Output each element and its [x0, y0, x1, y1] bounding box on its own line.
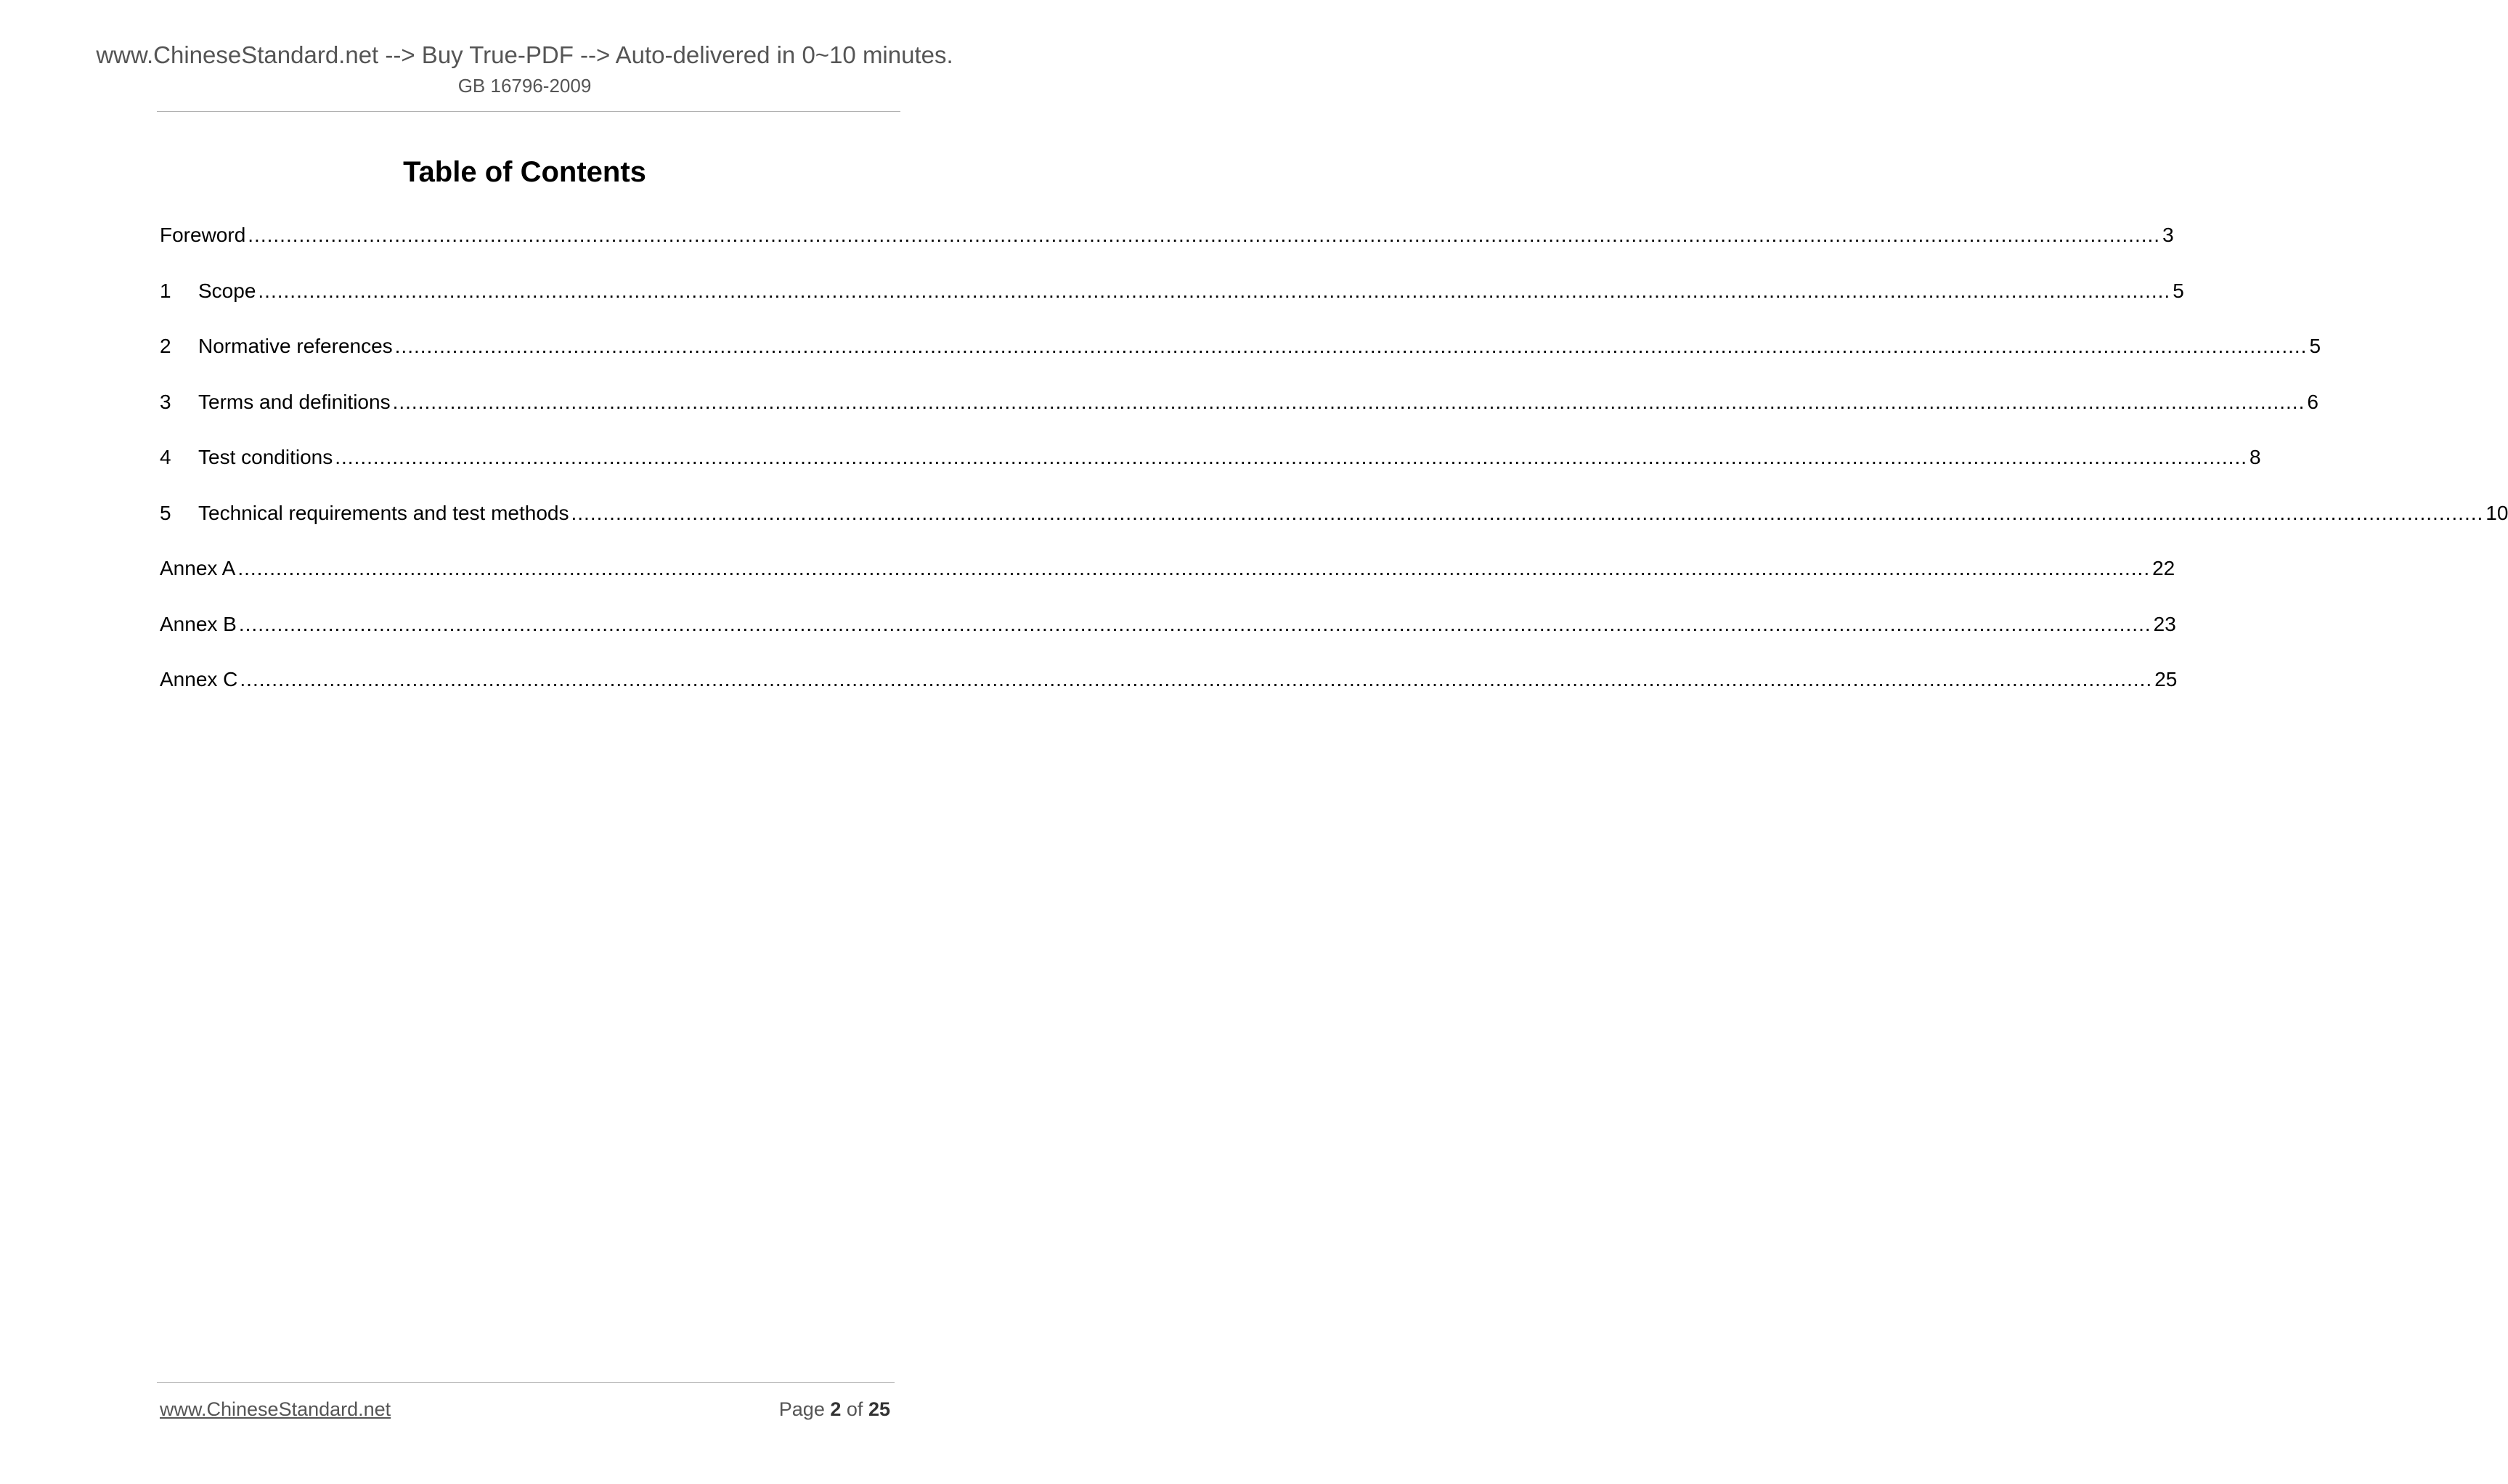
toc-entry-terms-and-definitions[interactable]: [160, 386, 2318, 442]
toc-entry-annex-c[interactable]: [160, 664, 2178, 719]
toc-entry-label: Terms and definitions: [198, 390, 391, 413]
toc-entry-page: 10: [2485, 501, 2508, 524]
toc-entry-label: Scope: [198, 279, 256, 302]
toc-entry-number: 2: [160, 335, 171, 357]
toc-entry-label: Annex A: [160, 557, 236, 579]
toc-leader-dots: ............................................................................................................................................................................................................................................................................................................: [237, 557, 2151, 579]
toc-entry-label: Normative references: [198, 335, 393, 357]
toc-entry-scope[interactable]: [160, 275, 2184, 331]
toc-entry-test-conditions[interactable]: [160, 441, 2261, 497]
toc-entry-page: 8: [2250, 446, 2261, 468]
toc-leader-dots: ............................................................................................................................................................................................................................................................................................................: [248, 224, 2161, 246]
toc-entry-label: Technical requirements and test methods: [198, 501, 569, 524]
current-page-number: 2: [830, 1398, 842, 1420]
toc-entry-label: Annex B: [160, 612, 237, 635]
toc-entry-normative-references[interactable]: [160, 330, 2321, 386]
toc-entry-page: 5: [2173, 279, 2184, 302]
total-pages-number: 25: [868, 1398, 890, 1420]
toc-leader-dots: ............................................................................................................................................................................................................................................................................................................: [335, 446, 2248, 468]
toc-entry-page: 25: [2154, 668, 2178, 690]
toc-leader-dots: ............................................................................................................................................................................................................................................................................................................: [238, 612, 2151, 635]
toc-entry-page: 6: [2307, 390, 2318, 413]
toc-entry-annex-b[interactable]: [160, 608, 2176, 664]
toc-entry-number: 3: [160, 390, 171, 413]
toc-entry-technical-requirements[interactable]: [160, 497, 2508, 553]
toc-leader-dots: ............................................................................................................................................................................................................................................................................................................: [392, 390, 2305, 413]
toc-entry-number: 1: [160, 279, 171, 302]
toc-entry-page: 23: [2153, 612, 2176, 635]
standard-code: GB 16796-2009: [457, 75, 592, 97]
toc-entry-number: 4: [160, 446, 171, 468]
toc-leader-dots: ............................................................................................................................................................................................................................................................................................................: [258, 279, 2171, 302]
toc-entry-page: 22: [2152, 557, 2175, 579]
footer-page-indicator: [779, 1397, 890, 1422]
toc-entry-annex-a[interactable]: [160, 553, 2175, 608]
page-prefix: Page: [778, 1398, 825, 1420]
toc-leader-dots: ............................................................................................................................................................................................................................................................................................................: [571, 501, 2484, 524]
toc-entry-number: 5: [160, 501, 171, 524]
toc-leader-dots: ............................................................................................................................................................................................................................................................................................................: [394, 335, 2308, 357]
toc-entry-label: Annex C: [160, 668, 238, 690]
toc-entry-label: Test conditions: [198, 446, 333, 468]
footer-site-link[interactable]: www.ChineseStandard.net: [160, 1398, 391, 1420]
footer-divider: [157, 1382, 895, 1383]
toc-list: [160, 219, 2508, 719]
toc-leader-dots: ............................................................................................................................................................................................................................................................................................................: [240, 668, 2153, 690]
page-title: Table of Contents: [403, 156, 646, 188]
header-divider: [157, 111, 900, 112]
header-banner: www.ChineseStandard.net --> Buy True-PDF --> Auto-delivered in 0~10 minutes.: [96, 41, 953, 68]
toc-entry-page: 5: [2309, 335, 2321, 357]
toc-entry-foreword[interactable]: [160, 219, 2174, 275]
toc-entry-label: Foreword: [160, 224, 246, 246]
page-of: of: [846, 1398, 863, 1420]
toc-entry-page: 3: [2162, 224, 2174, 246]
